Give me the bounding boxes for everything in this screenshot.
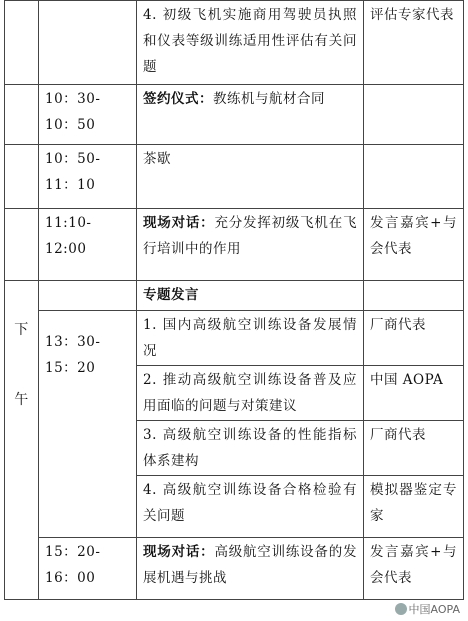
table-row [5, 1, 464, 85]
period-cell [5, 281, 39, 600]
period-cell-empty [5, 209, 39, 281]
content-cell: 茶歇 [137, 145, 364, 209]
speaker-cell: 发言嘉宾+与会代表 [364, 538, 464, 600]
content-text: 4. 初级飞机实施商用驾驶员执照和仪表等级训练适用性评估有关问题 [143, 7, 357, 75]
table-row [5, 145, 464, 209]
content-bold: 现场对话： [143, 215, 215, 231]
speaker-cell: 发言嘉宾+与会代表 [364, 209, 464, 281]
watermark-text: 中国AOPA [408, 603, 460, 616]
table-row [5, 209, 464, 281]
content-bold: 签约仪式： [143, 91, 213, 107]
content-cell: 专题发言 [137, 281, 364, 311]
period-char: 下 [14, 322, 29, 338]
period-char: 午 [14, 392, 29, 408]
content-cell: 2. 推动高级航空训练设备普及应用面临的问题与对策建议 [137, 366, 364, 421]
speaker-cell [364, 281, 464, 311]
content-text: 教练机与航材合同 [213, 91, 325, 107]
period-cell-empty [5, 85, 39, 145]
schedule-table [4, 0, 464, 600]
period-cell-empty [5, 145, 39, 209]
content-bold: 现场对话： [143, 544, 215, 560]
speaker-cell: 模拟器鉴定专家 [364, 476, 464, 538]
time-cell: 10：50-11：10 [39, 145, 137, 209]
content-cell [137, 1, 364, 85]
time-cell: 10：30-10：50 [39, 85, 137, 145]
speaker-cell [364, 145, 464, 209]
period-cell-empty [5, 1, 39, 85]
speaker-cell: 厂商代表 [364, 421, 464, 476]
content-cell [137, 209, 364, 281]
content-cell [137, 538, 364, 600]
content-cell: 4. 高级航空训练设备合格检验有关问题 [137, 476, 364, 538]
content-cell: 3. 高级航空训练设备的性能指标体系建构 [137, 421, 364, 476]
time-cell: 13：30-15：20 [39, 311, 137, 538]
time-cell: 11:10-12:00 [39, 209, 137, 281]
table-row [5, 538, 464, 600]
table-row [5, 85, 464, 145]
table-row [5, 311, 464, 366]
time-cell: 15：20-16：00 [39, 538, 137, 600]
time-cell [39, 1, 137, 85]
speaker-cell: 评估专家代表 [364, 1, 464, 85]
speaker-cell [364, 85, 464, 145]
speaker-cell: 中国 AOPA [364, 366, 464, 421]
wechat-icon [395, 603, 407, 615]
watermark [393, 601, 462, 617]
table-row [5, 281, 464, 311]
speaker-cell: 厂商代表 [364, 311, 464, 366]
content-text: 高级航空训练设备的发展机遇与挑战 [143, 544, 358, 586]
content-text: 充分发挥初级飞机在飞行培训中的作用 [143, 215, 358, 257]
content-cell [137, 85, 364, 145]
content-cell: 1. 国内高级航空训练设备发展情况 [137, 311, 364, 366]
time-cell [39, 281, 137, 311]
